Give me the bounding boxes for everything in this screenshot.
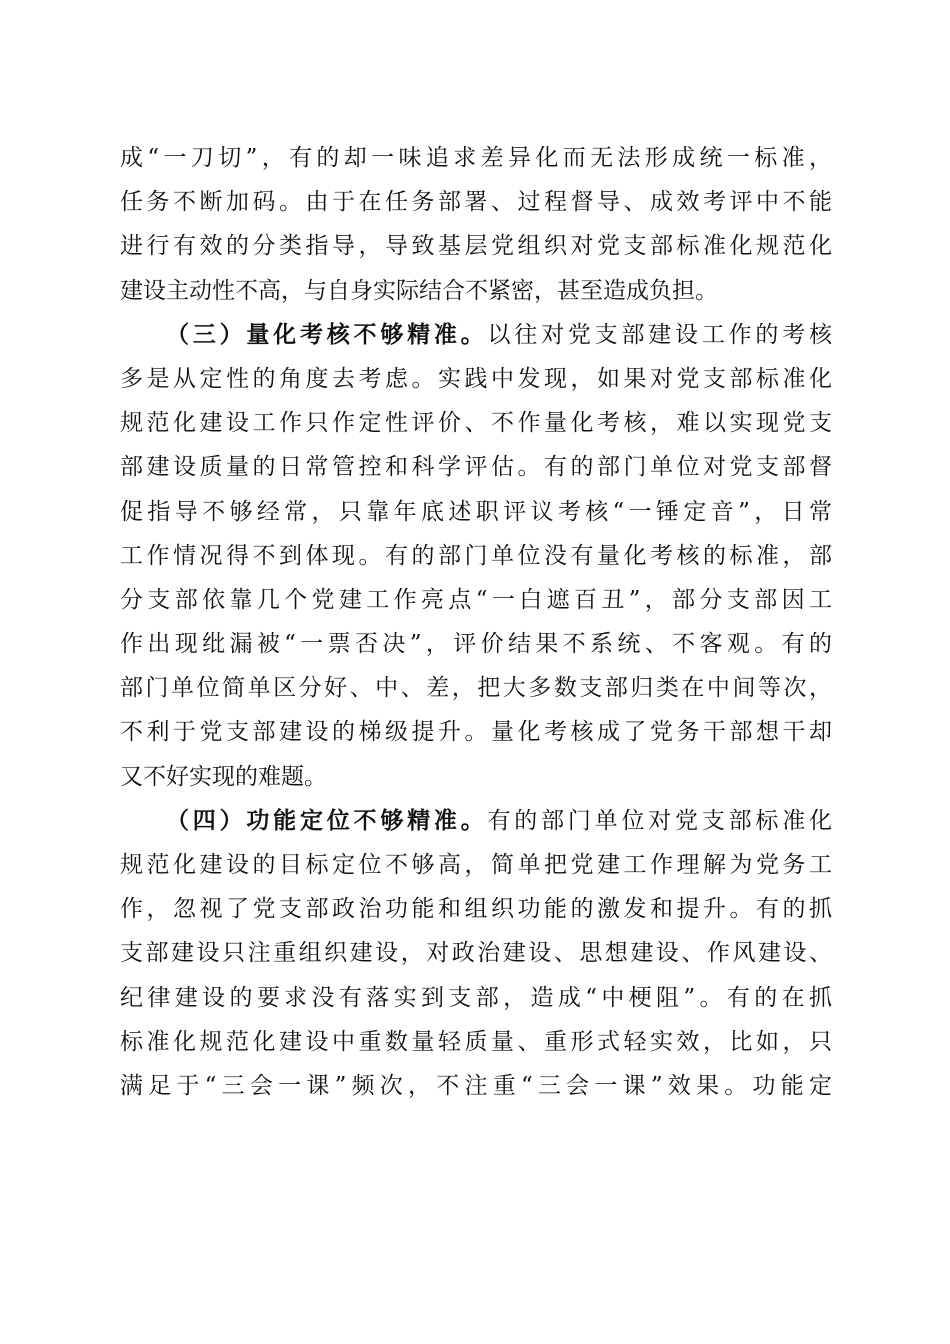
text-line [120,445,832,489]
section-heading-3: （三）量化考核不够精准。 [166,320,488,348]
line-text: 纪律建设的要求没有落实到支部，造成“中梗阻”。有的在抓 [120,984,832,1011]
text-line [120,710,832,754]
line-text: 任务不断加码。由于在任务部署、过程督导、成效考评中不能 [120,189,832,216]
line-text: 规范化建设工作只作定性评价、不作量化考核，难以实现党支 [120,410,832,437]
text-line-with-heading [120,313,832,357]
line-text: 满足于“三会一课”频次，不注重“三会一课”效果。功能定 [120,1072,832,1099]
text-line [120,578,832,622]
line-text: 以往对党支部建设工作的考核 [487,321,833,348]
line-text: 有的部门单位对党支部标准化 [487,807,833,834]
line-text: 作，忽视了党支部政治功能和组织功能的激发和提升。有的抓 [120,896,832,923]
text-line [120,180,832,224]
line-text: 又不好实现的难题。 [120,763,327,790]
text-line [120,401,832,445]
text-line [120,622,832,666]
text-line [120,843,832,887]
text-line [120,1020,832,1064]
line-text: 作出现纰漏被“一票否决”，评价结果不系统、不客观。有的 [120,631,832,658]
line-text: 成“一刀切”，有的却一味追求差异化而无法形成统一标准， [120,145,832,171]
line-text: 支部建设只注重组织建设，对政治建设、思想建设、作风建设、 [120,940,832,967]
line-text: 进行有效的分类指导，导致基层党组织对党支部标准化规范化 [120,233,832,260]
text-line [120,136,832,180]
line-text: 部门单位简单区分好、中、差，把大多数支部归类在中间等次， [120,675,832,702]
text-line [120,755,832,799]
text-line [120,666,832,710]
text-line [120,357,832,401]
text-line [120,269,832,313]
text-line [120,887,832,931]
line-text: 不利于党支部建设的梯级提升。量化考核成了党务干部想干却 [120,719,832,746]
line-text: 多是从定性的角度去考虑。实践中发现，如果对党支部标准化 [120,365,832,392]
line-text: 规范化建设的目标定位不够高，简单把党建工作理解为党务工 [120,852,832,878]
line-text: 工作情况得不到体现。有的部门单位没有量化考核的标准，部 [120,542,832,569]
line-text: 标准化规范化建设中重数量轻质量、重形式轻实效，比如，只 [120,1028,832,1055]
text-line [120,534,832,578]
text-line [120,224,832,268]
line-text: 部建设质量的日常管控和科学评估。有的部门单位对党支部督 [120,454,832,481]
text-line [120,931,832,975]
section-heading-4: （四）功能定位不够精准。 [166,806,488,834]
line-text: 分支部依靠几个党建工作亮点“一白遮百丑”，部分支部因工 [120,586,832,613]
text-line-with-heading [120,799,832,843]
line-text: 建设主动性不高，与自身实际结合不紧密，甚至造成负担。 [120,277,718,304]
text-line [120,976,832,1020]
line-text: 促指导不够经常，只靠年底述职评议考核“一锤定音”，日常 [120,498,832,525]
body-text [120,136,832,1108]
text-line [120,1064,832,1108]
text-line [120,490,832,534]
